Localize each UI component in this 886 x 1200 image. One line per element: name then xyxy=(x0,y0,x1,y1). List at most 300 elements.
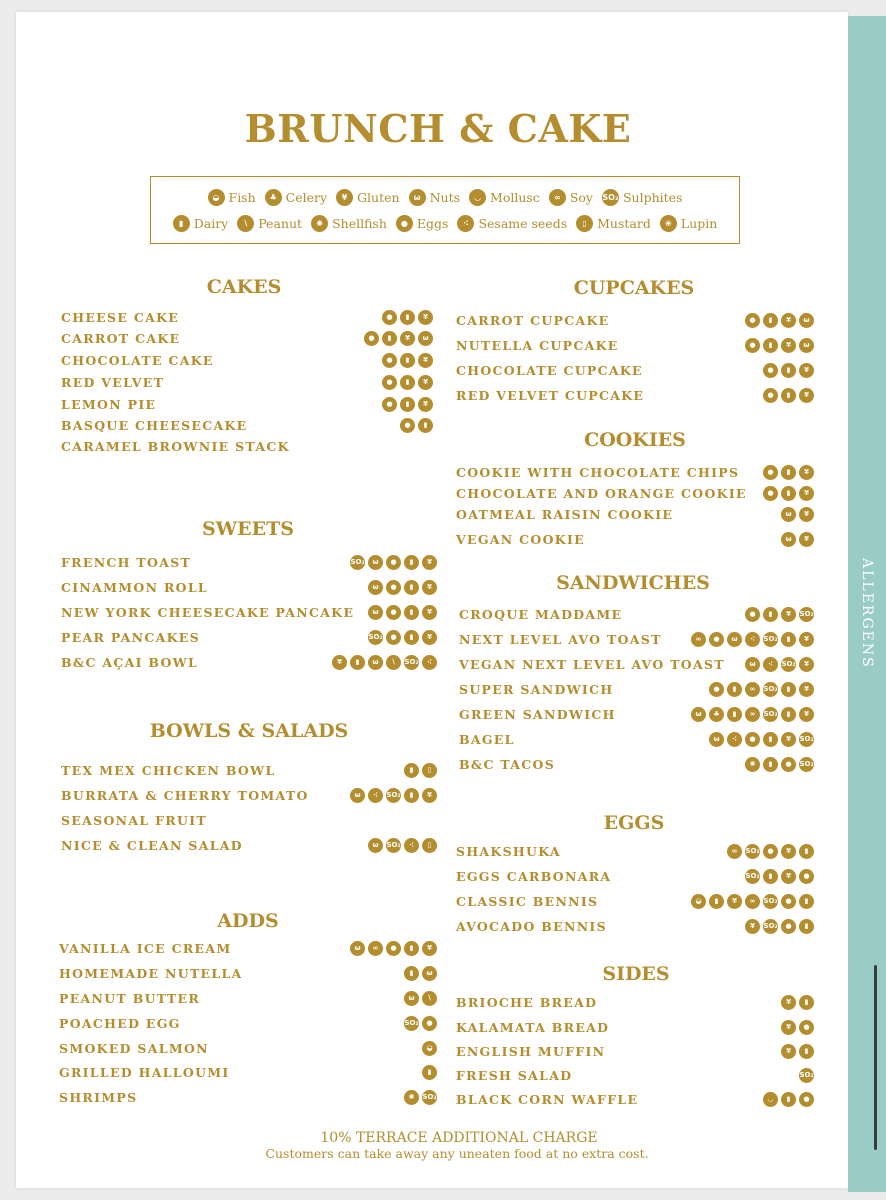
allergens-tab-label[interactable]: ALLERGENS xyxy=(859,558,875,669)
peanut-icon: ∖ xyxy=(237,215,254,232)
gluten-icon: ¥ xyxy=(799,486,814,501)
menu-item-name: CHEESE CAKE xyxy=(61,309,180,325)
menu-item-name: HOMEMADE NUTELLA xyxy=(59,965,243,981)
nuts-icon: ω xyxy=(368,605,383,620)
eggs-icon: ● xyxy=(763,388,778,403)
menu-item xyxy=(456,917,814,935)
menu-item xyxy=(456,842,814,860)
nuts-icon: ω xyxy=(368,555,383,570)
legend-item-soy xyxy=(549,189,593,206)
menu-item xyxy=(456,1066,814,1084)
sulphites-icon: SO₂ xyxy=(799,732,814,747)
eggs-icon: ● xyxy=(745,732,760,747)
menu-item-name: SHAKSHUKA xyxy=(456,843,561,859)
nuts-icon: ω xyxy=(691,707,706,722)
gluten-icon: ¥ xyxy=(799,682,814,697)
legend-item-nuts xyxy=(409,189,460,206)
nuts-icon: ω xyxy=(368,655,383,670)
section-title-cupcakes: CUPCAKES xyxy=(573,277,695,299)
nuts-icon: ω xyxy=(727,632,742,647)
menu-item-name: CARROT CUPCAKE xyxy=(456,312,610,328)
eggs-icon: ● xyxy=(799,1092,814,1107)
menu-item xyxy=(456,361,814,379)
menu-item-name: EGGS CARBONARA xyxy=(456,868,612,884)
dairy-icon: ▮ xyxy=(382,331,397,346)
allergen-icons xyxy=(781,1044,814,1059)
gluten-icon: ¥ xyxy=(799,388,814,403)
allergen-icons xyxy=(382,397,433,412)
dairy-icon: ▮ xyxy=(781,632,796,647)
soy-icon: ∞ xyxy=(745,707,760,722)
takeaway-note: Customers can take away any uneaten food at no extra cost. xyxy=(265,1146,649,1161)
peanut-icon: ∖ xyxy=(422,991,437,1006)
dairy-icon: ▮ xyxy=(727,682,742,697)
soy-icon: ∞ xyxy=(549,189,566,206)
menu-item-name: RED VELVET xyxy=(61,374,165,390)
menu-item xyxy=(61,553,437,571)
menu-item-name: CARROT CAKE xyxy=(61,330,181,346)
dairy-icon: ▮ xyxy=(404,630,419,645)
gluten-icon: ¥ xyxy=(799,465,814,480)
menu-item-name: NUTELLA CUPCAKE xyxy=(456,337,619,353)
mollusc-icon: ◡ xyxy=(469,189,486,206)
gluten-icon: ¥ xyxy=(799,657,814,672)
dairy-icon: ▮ xyxy=(781,707,796,722)
allergen-icons xyxy=(745,338,814,353)
dairy-icon: ▮ xyxy=(400,375,415,390)
gluten-icon: ¥ xyxy=(422,580,437,595)
dairy-icon: ▮ xyxy=(727,707,742,722)
sesame-icon: ⁖ xyxy=(727,732,742,747)
dairy-icon: ▮ xyxy=(763,757,778,772)
menu-item xyxy=(456,867,814,885)
lupin-icon: ❀ xyxy=(660,215,677,232)
gluten-icon: ¥ xyxy=(799,507,814,522)
gluten-icon: ¥ xyxy=(422,555,437,570)
allergen-icons xyxy=(350,555,437,570)
gluten-icon: ¥ xyxy=(799,532,814,547)
sulphites-icon: SO₂ xyxy=(404,655,419,670)
sulphites-icon: SO₂ xyxy=(763,682,778,697)
allergen-icons xyxy=(404,991,437,1006)
allergen-icons xyxy=(404,763,437,778)
gluten-icon: ¥ xyxy=(418,353,433,368)
dairy-icon: ▮ xyxy=(763,869,778,884)
fish-icon: ◒ xyxy=(208,189,225,206)
legend-item-eggs xyxy=(396,215,449,232)
sesame-icon: ⁖ xyxy=(763,657,778,672)
gluten-icon: ¥ xyxy=(781,607,796,622)
gluten-icon: ¥ xyxy=(727,894,742,909)
allergen-icons xyxy=(763,363,814,378)
menu-item-name: BASQUE CHEESECAKE xyxy=(61,417,248,433)
allergen-icons xyxy=(368,630,437,645)
allergen-icons xyxy=(781,532,814,547)
menu-item xyxy=(61,811,437,829)
menu-item xyxy=(456,484,814,502)
menu-item xyxy=(59,1039,437,1057)
legend-label: Shellfish xyxy=(332,216,387,231)
eggs-icon: ● xyxy=(781,894,796,909)
dairy-icon: ▮ xyxy=(799,919,814,934)
menu-item-name: POACHED EGG xyxy=(59,1015,181,1031)
legend-label: Sulphites xyxy=(622,190,683,205)
menu-item-name: FRENCH TOAST xyxy=(61,554,192,570)
legend-label: Soy xyxy=(569,190,593,205)
sulphites-icon: SO₂ xyxy=(386,788,401,803)
section-title-adds: ADDS xyxy=(217,910,279,932)
eggs-icon: ● xyxy=(386,605,401,620)
menu-item xyxy=(456,1090,814,1108)
menu-item xyxy=(61,786,437,804)
allergen-icons xyxy=(727,844,814,859)
scrollbar[interactable] xyxy=(874,965,877,1150)
legend-label: Mollusc xyxy=(490,190,540,205)
allergen-icons xyxy=(745,757,814,772)
menu-item-name: BAGEL xyxy=(459,731,515,747)
menu-item xyxy=(456,311,814,329)
sesame-icon: ⁖ xyxy=(745,632,760,647)
dairy-icon: ▮ xyxy=(799,995,814,1010)
eggs-icon: ● xyxy=(745,607,760,622)
section-title-cookies: COOKIES xyxy=(584,429,686,451)
legend-item-peanut xyxy=(237,215,302,232)
gluten-icon: ¥ xyxy=(799,632,814,647)
menu-item-name: TEX MEX CHICKEN BOWL xyxy=(61,762,276,778)
section-title-eggs: EGGS xyxy=(603,812,665,834)
eggs-icon: ● xyxy=(763,844,778,859)
allergen-icons xyxy=(691,632,814,647)
sulphites-icon: SO₂ xyxy=(350,555,365,570)
legend-item-fish xyxy=(208,189,256,206)
menu-item xyxy=(61,836,437,854)
menu-item xyxy=(459,730,814,748)
menu-item-name: B&C AÇAI BOWL xyxy=(61,654,199,670)
soy-icon: ∞ xyxy=(727,844,742,859)
dairy-icon: ▮ xyxy=(404,966,419,981)
soy-icon: ∞ xyxy=(745,682,760,697)
menu-item xyxy=(456,505,814,523)
allergen-icons xyxy=(382,375,433,390)
gluten-icon: ¥ xyxy=(336,189,353,206)
menu-item xyxy=(59,1088,437,1106)
legend-item-lupin xyxy=(660,215,717,232)
menu-item xyxy=(61,351,433,369)
menu-item-name: KALAMATA BREAD xyxy=(456,1019,610,1035)
allergen-icons xyxy=(422,1065,437,1080)
section-title-cakes: CAKES xyxy=(206,276,282,298)
gluten-icon: ¥ xyxy=(781,732,796,747)
menu-item xyxy=(59,989,437,1007)
nuts-icon: ω xyxy=(745,657,760,672)
legend-item-sulphites xyxy=(602,189,683,206)
legend-item-celery xyxy=(265,189,327,206)
menu-item xyxy=(456,1042,814,1060)
menu-title: BRUNCH & CAKE xyxy=(244,106,632,151)
allergen-icons xyxy=(781,1020,814,1035)
shellfish-icon: ✺ xyxy=(311,215,328,232)
menu-item-name: CARAMEL BROWNIE STACK xyxy=(61,438,290,454)
menu-item xyxy=(59,964,437,982)
menu-item-name: SEASONAL FRUIT xyxy=(61,812,207,828)
sulphites-icon: SO₂ xyxy=(602,189,619,206)
allergen-icons xyxy=(691,894,814,909)
peanut-icon: ∖ xyxy=(386,655,401,670)
allergen-icons xyxy=(350,788,437,803)
menu-item-name: AVOCADO BENNIS xyxy=(456,918,607,934)
legend-label: Eggs xyxy=(416,216,449,231)
menu-item xyxy=(59,1063,437,1081)
dairy-icon: ▮ xyxy=(418,418,433,433)
allergen-icons xyxy=(332,655,437,670)
menu-item-name: VEGAN COOKIE xyxy=(456,531,585,547)
allergen-icons xyxy=(382,310,433,325)
gluten-icon: ¥ xyxy=(745,919,760,934)
allergen-icons xyxy=(763,465,814,480)
menu-item-name: BLACK CORN WAFFLE xyxy=(456,1091,639,1107)
legend-item-gluten xyxy=(336,189,400,206)
legend-row xyxy=(151,215,739,232)
eggs-icon: ● xyxy=(422,1016,437,1031)
eggs-icon: ● xyxy=(763,465,778,480)
dairy-icon: ▮ xyxy=(799,1044,814,1059)
fish-icon: ◒ xyxy=(691,894,706,909)
allergen-icons xyxy=(404,1090,437,1105)
menu-item xyxy=(61,761,437,779)
dairy-icon: ▮ xyxy=(404,555,419,570)
menu-item-name: SMOKED SALMON xyxy=(59,1040,209,1056)
menu-item xyxy=(59,1014,437,1032)
legend-label: Sesame seeds xyxy=(478,216,568,231)
legend-label: Gluten xyxy=(357,190,400,205)
menu-item xyxy=(61,308,433,326)
menu-item xyxy=(456,1018,814,1036)
dairy-icon: ▮ xyxy=(400,397,415,412)
legend-label: Dairy xyxy=(193,216,229,231)
eggs-icon: ● xyxy=(396,215,413,232)
menu-item xyxy=(61,653,437,671)
gluten-icon: ¥ xyxy=(422,941,437,956)
menu-item-name: GREEN SANDWICH xyxy=(459,706,616,722)
dairy-icon: ▮ xyxy=(763,313,778,328)
dairy-icon: ▮ xyxy=(781,486,796,501)
nuts-icon: ω xyxy=(781,507,796,522)
dairy-icon: ▮ xyxy=(781,682,796,697)
menu-item xyxy=(61,373,433,391)
allergen-icons xyxy=(745,657,814,672)
menu-item-name: CHOCOLATE AND ORANGE COOKIE xyxy=(456,485,747,501)
dairy-icon: ▮ xyxy=(709,894,724,909)
allergen-icons xyxy=(745,313,814,328)
eggs-icon: ● xyxy=(400,418,415,433)
menu-item xyxy=(459,630,814,648)
legend-item-sesame xyxy=(457,215,567,232)
sulphites-icon: SO₂ xyxy=(404,1016,419,1031)
menu-item-name: CHOCOLATE CUPCAKE xyxy=(456,362,643,378)
allergen-icons xyxy=(763,1092,814,1107)
menu-item xyxy=(456,336,814,354)
eggs-icon: ● xyxy=(763,486,778,501)
menu-item xyxy=(459,705,814,723)
dairy-icon: ▮ xyxy=(763,338,778,353)
eggs-icon: ● xyxy=(799,869,814,884)
sulphites-icon: SO₂ xyxy=(422,1090,437,1105)
sesame-icon: ⁖ xyxy=(457,215,474,232)
eggs-icon: ● xyxy=(781,919,796,934)
menu-item xyxy=(456,993,814,1011)
nuts-icon: ω xyxy=(368,580,383,595)
legend-label: Nuts xyxy=(429,190,461,205)
menu-item-name: B&C TACOS xyxy=(459,756,556,772)
menu-item-name: LEMON PIE xyxy=(61,396,157,412)
legend-item-dairy xyxy=(173,215,229,232)
menu-item xyxy=(459,680,814,698)
gluten-icon: ¥ xyxy=(418,397,433,412)
allergen-icons xyxy=(691,707,814,722)
eggs-icon: ● xyxy=(709,682,724,697)
eggs-icon: ● xyxy=(382,397,397,412)
allergen-icons xyxy=(350,941,437,956)
allergen-icons xyxy=(404,1016,437,1031)
menu-item-name: GRILLED HALLOUMI xyxy=(59,1064,230,1080)
menu-item-name: COOKIE WITH CHOCOLATE CHIPS xyxy=(456,464,740,480)
dairy-icon: ▮ xyxy=(350,655,365,670)
allergen-icons xyxy=(781,507,814,522)
section-title-sweets: SWEETS xyxy=(202,518,294,540)
gluten-icon: ¥ xyxy=(781,313,796,328)
dairy-icon: ▮ xyxy=(799,894,814,909)
menu-item xyxy=(456,386,814,404)
allergen-icons xyxy=(745,919,814,934)
sulphites-icon: SO₂ xyxy=(745,869,760,884)
gluten-icon: ¥ xyxy=(781,844,796,859)
eggs-icon: ● xyxy=(364,331,379,346)
mustard-icon: ▯ xyxy=(576,215,593,232)
menu-item-name: BURRATA & CHERRY TOMATO xyxy=(61,787,309,803)
sulphites-icon: SO₂ xyxy=(763,632,778,647)
sulphites-icon: SO₂ xyxy=(799,1068,814,1083)
menu-item xyxy=(61,628,437,646)
gluten-icon: ¥ xyxy=(422,788,437,803)
menu-item-name: SUPER SANDWICH xyxy=(459,681,614,697)
menu-item-name: BRIOCHE BREAD xyxy=(456,994,598,1010)
gluten-icon: ¥ xyxy=(418,310,433,325)
dairy-icon: ▮ xyxy=(404,763,419,778)
mustard-icon: ▯ xyxy=(422,763,437,778)
menu-item-name: RED VELVET CUPCAKE xyxy=(456,387,645,403)
dairy-icon: ▮ xyxy=(763,607,778,622)
menu-item-name: PEANUT BUTTER xyxy=(59,990,201,1006)
mustard-icon: ▯ xyxy=(422,838,437,853)
gluten-icon: ¥ xyxy=(781,338,796,353)
menu-item-name: ENGLISH MUFFIN xyxy=(456,1043,606,1059)
sulphites-icon: SO₂ xyxy=(386,838,401,853)
section-title-bowls: BOWLS & SALADS xyxy=(149,720,349,742)
sulphites-icon: SO₂ xyxy=(799,607,814,622)
legend-label: Celery xyxy=(285,190,328,205)
menu-item xyxy=(61,603,437,621)
allergen-icons xyxy=(422,1041,437,1056)
eggs-icon: ● xyxy=(799,1020,814,1035)
gluten-icon: ¥ xyxy=(418,375,433,390)
sesame-icon: ⁖ xyxy=(404,838,419,853)
nuts-icon: ω xyxy=(799,313,814,328)
fish-icon: ◒ xyxy=(422,1041,437,1056)
legend-item-shellfish xyxy=(311,215,387,232)
dairy-icon: ▮ xyxy=(781,388,796,403)
dairy-icon: ▮ xyxy=(763,732,778,747)
legend-label: Fish xyxy=(228,190,256,205)
gluten-icon: ¥ xyxy=(781,995,796,1010)
mollusc-icon: ◡ xyxy=(763,1092,778,1107)
allergen-icons xyxy=(368,580,437,595)
soy-icon: ∞ xyxy=(745,894,760,909)
dairy-icon: ▮ xyxy=(799,844,814,859)
menu-item-name: NICE & CLEAN SALAD xyxy=(61,837,243,853)
nuts-icon: ω xyxy=(350,788,365,803)
eggs-icon: ● xyxy=(382,353,397,368)
gluten-icon: ¥ xyxy=(781,869,796,884)
dairy-icon: ▮ xyxy=(781,363,796,378)
shellfish-icon: ✺ xyxy=(404,1090,419,1105)
nuts-icon: ω xyxy=(350,941,365,956)
gluten-icon: ¥ xyxy=(422,630,437,645)
sulphites-icon: SO₂ xyxy=(781,657,796,672)
eggs-icon: ● xyxy=(745,313,760,328)
soy-icon: ∞ xyxy=(691,632,706,647)
allergen-icons xyxy=(400,418,433,433)
eggs-icon: ● xyxy=(382,375,397,390)
nuts-icon: ω xyxy=(422,966,437,981)
menu-item xyxy=(459,755,814,773)
menu-item xyxy=(61,437,433,455)
allergen-icons xyxy=(368,838,437,853)
sulphites-icon: SO₂ xyxy=(763,894,778,909)
menu-item-name: FRESH SALAD xyxy=(456,1067,573,1083)
legend-item-mustard xyxy=(576,215,651,232)
menu-item xyxy=(61,416,433,434)
menu-item-name: NEW YORK CHEESECAKE PANCAKE xyxy=(61,604,355,620)
allergen-icons xyxy=(709,732,814,747)
section-title-sides: SIDES xyxy=(602,963,670,985)
allergen-legend xyxy=(150,176,740,244)
allergen-icons xyxy=(781,995,814,1010)
sulphites-icon: SO₂ xyxy=(799,757,814,772)
eggs-icon: ● xyxy=(745,338,760,353)
sesame-icon: ⁖ xyxy=(368,788,383,803)
gluten-icon: ¥ xyxy=(332,655,347,670)
menu-item xyxy=(459,655,814,673)
soy-icon: ∞ xyxy=(368,941,383,956)
menu-item xyxy=(61,395,433,413)
allergen-icons xyxy=(763,486,814,501)
eggs-icon: ● xyxy=(382,310,397,325)
sesame-icon: ⁖ xyxy=(422,655,437,670)
nuts-icon: ω xyxy=(368,838,383,853)
eggs-icon: ● xyxy=(386,555,401,570)
sulphites-icon: SO₂ xyxy=(368,630,383,645)
celery-icon: ♣ xyxy=(265,189,282,206)
menu-item-name: CHOCOLATE CAKE xyxy=(61,352,214,368)
allergen-icons xyxy=(745,869,814,884)
dairy-icon: ▮ xyxy=(404,788,419,803)
section-title-sandwiches: SANDWICHES xyxy=(556,572,710,594)
legend-label: Peanut xyxy=(258,216,303,231)
allergen-icons xyxy=(709,682,814,697)
menu-item xyxy=(59,939,437,957)
menu-item-name: CLASSIC BENNIS xyxy=(456,893,599,909)
menu-item-name: OATMEAL RAISIN COOKIE xyxy=(456,506,674,522)
